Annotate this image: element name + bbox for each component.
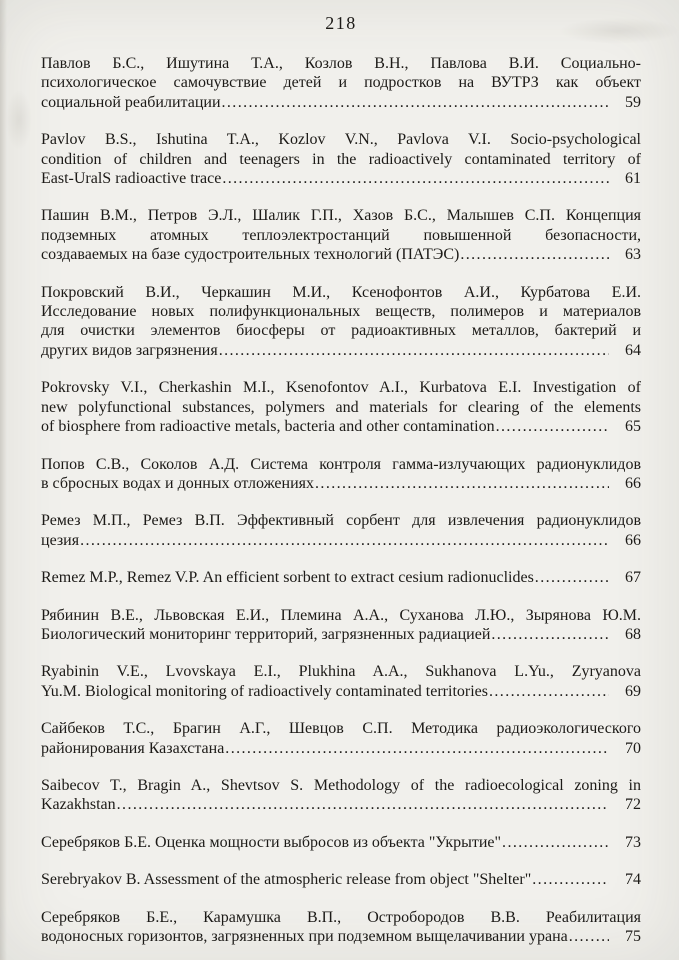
toc-page-reference: 63 bbox=[625, 246, 641, 264]
toc-entry-last-line bbox=[41, 682, 641, 701]
toc-entry-line: Попов С.В., Соколов А.Д. Система контроля гамма-излучающих радионуклидов bbox=[41, 455, 641, 473]
dot-leader bbox=[117, 795, 609, 814]
toc-page-reference: 75 bbox=[625, 928, 641, 945]
toc-entry-text: Serebryakov B. Assessment of the atmospheric release from object "Shelter" bbox=[41, 871, 532, 889]
toc-page-reference: 66 bbox=[625, 531, 641, 549]
toc-entry-last-line bbox=[41, 625, 641, 644]
toc-entry-line: Сайбеков Т.С., Брагин А.Г., Шевцов С.П. Методика радиоэкологического bbox=[41, 720, 641, 738]
dot-leader bbox=[535, 568, 609, 587]
toc-entry-line: Пашин В.М., Петров Э.Л., Шалик Г.П., Хазов Б.С., Малышев С.П. Концепция bbox=[41, 207, 641, 225]
dot-leader bbox=[489, 682, 609, 701]
toc-entry-text: Биологический мониторинг территорий, загрязненных радиацией bbox=[41, 625, 491, 643]
dot-leader bbox=[80, 531, 609, 550]
toc-page-reference: 61 bbox=[625, 170, 641, 188]
toc-list bbox=[41, 54, 641, 946]
toc-entry bbox=[41, 130, 641, 188]
toc-entry-line: Pavlov B.S., Ishutina T.A., Kozlov V.N., Pavlova V.I. Socio-psychological bbox=[41, 131, 641, 149]
toc-entry-last-line bbox=[41, 93, 641, 112]
toc-entry-line: Рябинин В.Е., Львовская Е.И., Племина А.А., Суханова Л.Ю., Зырянова Ю.М. bbox=[41, 606, 641, 624]
toc-entry-last-line bbox=[41, 169, 641, 188]
toc-entry bbox=[41, 870, 641, 889]
scan-edge-artifact bbox=[0, 0, 7, 960]
toc-entry bbox=[41, 719, 641, 758]
toc-entry bbox=[41, 662, 641, 701]
toc-entry-text: районирования Казахстана bbox=[41, 739, 225, 757]
scan-smudge-artifact bbox=[6, 90, 32, 150]
toc-page-reference: 70 bbox=[625, 739, 641, 757]
toc-entry-text: социальной реабилитации bbox=[41, 93, 221, 111]
dot-leader bbox=[491, 625, 609, 644]
toc-page-reference: 72 bbox=[625, 796, 641, 814]
dot-leader bbox=[219, 341, 609, 360]
toc-page-reference: 59 bbox=[625, 93, 641, 111]
toc-page-reference: 67 bbox=[625, 569, 641, 587]
dot-leader bbox=[496, 417, 609, 436]
toc-entry-line: Saibecov T., Bragin A., Shevtsov S. Methodology of the radioecological zoning in bbox=[41, 776, 641, 794]
toc-entry-last-line bbox=[41, 341, 641, 360]
toc-entry-text: of biosphere from radioactive metals, bacteria and other contamination bbox=[41, 418, 495, 436]
toc-entry-last-line bbox=[41, 739, 641, 758]
toc-entry-line: condition of children and teenagers in the radioactively contaminated territory of bbox=[41, 150, 641, 168]
dot-leader bbox=[460, 245, 609, 264]
toc-entry-last-line bbox=[41, 927, 641, 946]
toc-entry-text: East-UralS radioactive trace bbox=[41, 170, 222, 188]
toc-entry-line: Павлов Б.С., Ишутина Т.А., Козлов В.Н., Павлова В.И. Социально- bbox=[41, 55, 641, 72]
toc-entry-line: Серебряков Б.Е., Карамушка В.П., Остробородов В.В. Реабилитация bbox=[41, 908, 641, 926]
toc-entry-text: в сбросных водах и донных отложениях bbox=[41, 474, 315, 492]
toc-page-reference: 64 bbox=[625, 341, 641, 359]
toc-entry-text: создаваемых на базе судостроительных технологий (ПАТЭС) bbox=[41, 246, 460, 264]
dot-leader bbox=[222, 93, 610, 112]
toc-entry-last-line bbox=[41, 870, 641, 889]
toc-entry-text: Yu.M. Biological monitoring of radioactively contaminated territories bbox=[41, 682, 488, 700]
toc-entry-line: Pokrovsky V.I., Cherkashin M.I., Ksenofontov A.I., Kurbatova E.I. Investigation of bbox=[41, 379, 641, 397]
toc-entry-text: цезия bbox=[41, 531, 80, 549]
toc-entry-line: Исследование новых полифункциональных веществ, полимеров и материалов bbox=[41, 303, 641, 321]
toc-entry bbox=[41, 776, 641, 815]
toc-page-reference: 65 bbox=[625, 418, 641, 436]
dot-leader bbox=[225, 739, 609, 758]
toc-page-reference: 69 bbox=[625, 682, 641, 700]
toc-page-reference: 66 bbox=[625, 474, 641, 492]
toc-entry bbox=[41, 206, 641, 264]
page-number-header: 218 bbox=[325, 13, 357, 33]
toc-entry-line: Ремез М.П., Ремез В.П. Эффективный сорбент для извлечения радионуклидов bbox=[41, 512, 641, 530]
toc-entry bbox=[41, 283, 641, 361]
toc-entry bbox=[41, 455, 641, 494]
toc-page-reference: 73 bbox=[625, 833, 641, 851]
toc-entry-text: Kazakhstan bbox=[41, 796, 116, 814]
toc-page-reference: 74 bbox=[625, 871, 641, 889]
toc-entry bbox=[41, 511, 641, 550]
toc-entry-last-line bbox=[41, 568, 641, 587]
dot-leader bbox=[569, 927, 609, 946]
toc-entry bbox=[41, 908, 641, 947]
dot-leader bbox=[532, 870, 609, 889]
toc-entry-text: Серебряков Б.Е. Оценка мощности выбросов из объекта "Укрытие" bbox=[41, 833, 502, 851]
toc-entry bbox=[41, 606, 641, 645]
toc-entry bbox=[41, 54, 641, 112]
toc-entry-line: для очистки элементов биосферы от радиоактивных металлов, бактерий и bbox=[41, 322, 641, 340]
toc-entry-last-line bbox=[41, 531, 641, 550]
toc-entry bbox=[41, 378, 641, 436]
dot-leader bbox=[502, 833, 609, 852]
toc-entry-last-line bbox=[41, 833, 641, 852]
toc-entry-last-line bbox=[41, 245, 641, 264]
toc-entry-last-line bbox=[41, 474, 641, 493]
dot-leader bbox=[222, 169, 609, 188]
toc-entry-line: Покровский В.И., Черкашин М.И., Ксенофонтов А.И., Курбатова Е.И. bbox=[41, 283, 641, 301]
toc-entry-text: Remez M.P., Remez V.P. An efficient sorbent to extract cesium radionuclides bbox=[41, 569, 534, 587]
toc-entry-last-line bbox=[41, 795, 641, 814]
toc-entry-last-line bbox=[41, 417, 641, 436]
toc-entry bbox=[41, 568, 641, 587]
toc-entry bbox=[41, 833, 641, 852]
toc-entry-line: подземных атомных теплоэлектростанций повышенной безопасности, bbox=[41, 226, 641, 244]
toc-entry-line: Ryabinin V.E., Lvovskaya E.I., Plukhina A.A., Sukhanova L.Yu., Zyryanova bbox=[41, 663, 641, 681]
toc-entry-line: new polyfunctional substances, polymers and materials for clearing of the elements bbox=[41, 398, 641, 416]
toc-entry-line: психологическое самочувствие детей и подростков на ВУТРЗ как объект bbox=[41, 74, 641, 92]
toc-entry-text: других видов загрязнения bbox=[41, 341, 218, 359]
toc-entry-text: водоносных горизонтов, загрязненных при подземном выщелачивании урана bbox=[41, 928, 568, 945]
dot-leader bbox=[315, 474, 609, 493]
toc-page-reference: 68 bbox=[625, 625, 641, 643]
